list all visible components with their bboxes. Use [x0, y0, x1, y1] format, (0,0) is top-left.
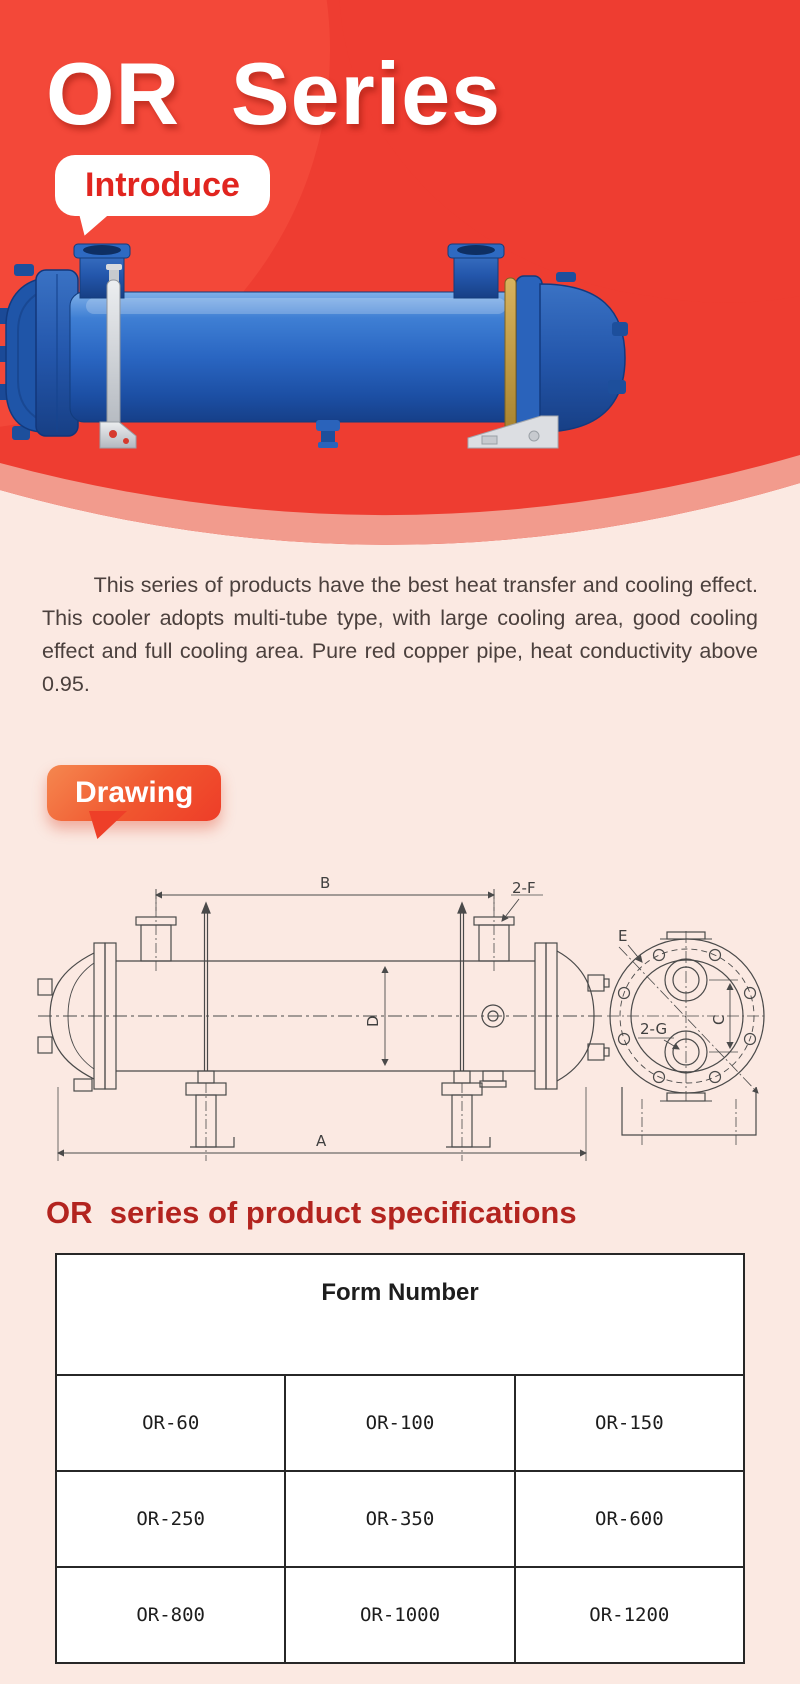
drawing-left-bracket — [186, 903, 234, 1161]
form-number-cell: OR-150 — [515, 1375, 744, 1471]
form-number-header: Form Number — [56, 1254, 744, 1375]
page-title: OR Series — [46, 44, 502, 143]
technical-drawing — [30, 831, 770, 1171]
content-section — [0, 555, 800, 1664]
right-port — [448, 244, 504, 298]
hero-section — [0, 0, 800, 555]
svg-text:A: A — [316, 1132, 327, 1150]
drain-valve — [316, 420, 340, 448]
intro-paragraph: This series of products have the best heat transfer and cooling effect. This cooler adopts multi-tube type, with large cooling area, good cooling effect and full cooling area. Pure red copper pipe, heat conductivity above 0.95. — [42, 573, 758, 696]
dimension-g — [638, 1020, 679, 1049]
form-number-cell: OR-1000 — [285, 1567, 514, 1663]
svg-text:2-G: 2-G — [640, 1020, 668, 1038]
form-number-cell: OR-800 — [56, 1567, 285, 1663]
specs-heading: OR series of product specifications — [46, 1195, 577, 1230]
svg-text:E: E — [618, 927, 628, 945]
svg-text:D: D — [364, 1015, 382, 1027]
dimension-a — [58, 1087, 586, 1161]
svg-text:2-F: 2-F — [512, 879, 536, 897]
introduce-badge: Introduce — [55, 155, 270, 216]
dimension-d — [364, 967, 385, 1065]
specs-table — [55, 1253, 745, 1664]
drawing-right-bracket — [442, 903, 490, 1161]
dimension-f — [502, 879, 543, 921]
drawing-left-cap — [38, 953, 94, 1091]
svg-text:C: C — [710, 1014, 728, 1025]
form-number-cell: OR-350 — [285, 1471, 514, 1567]
form-number-cell: OR-250 — [56, 1471, 285, 1567]
drawing-badge: Drawing — [47, 765, 221, 821]
svg-text:B: B — [320, 874, 331, 892]
left-port — [74, 244, 130, 298]
table-row — [56, 1375, 744, 1471]
right-end-cap — [516, 272, 628, 432]
form-number-cell: OR-600 — [515, 1471, 744, 1567]
form-number-cell: OR-1200 — [515, 1567, 744, 1663]
product-image — [0, 240, 630, 450]
table-header-row — [56, 1254, 744, 1375]
table-row — [56, 1471, 744, 1567]
form-number-cell: OR-60 — [56, 1375, 285, 1471]
left-end-cap — [0, 264, 78, 440]
table-row — [56, 1567, 744, 1663]
form-number-cell: OR-100 — [285, 1375, 514, 1471]
drawing-end-view — [607, 931, 767, 1147]
